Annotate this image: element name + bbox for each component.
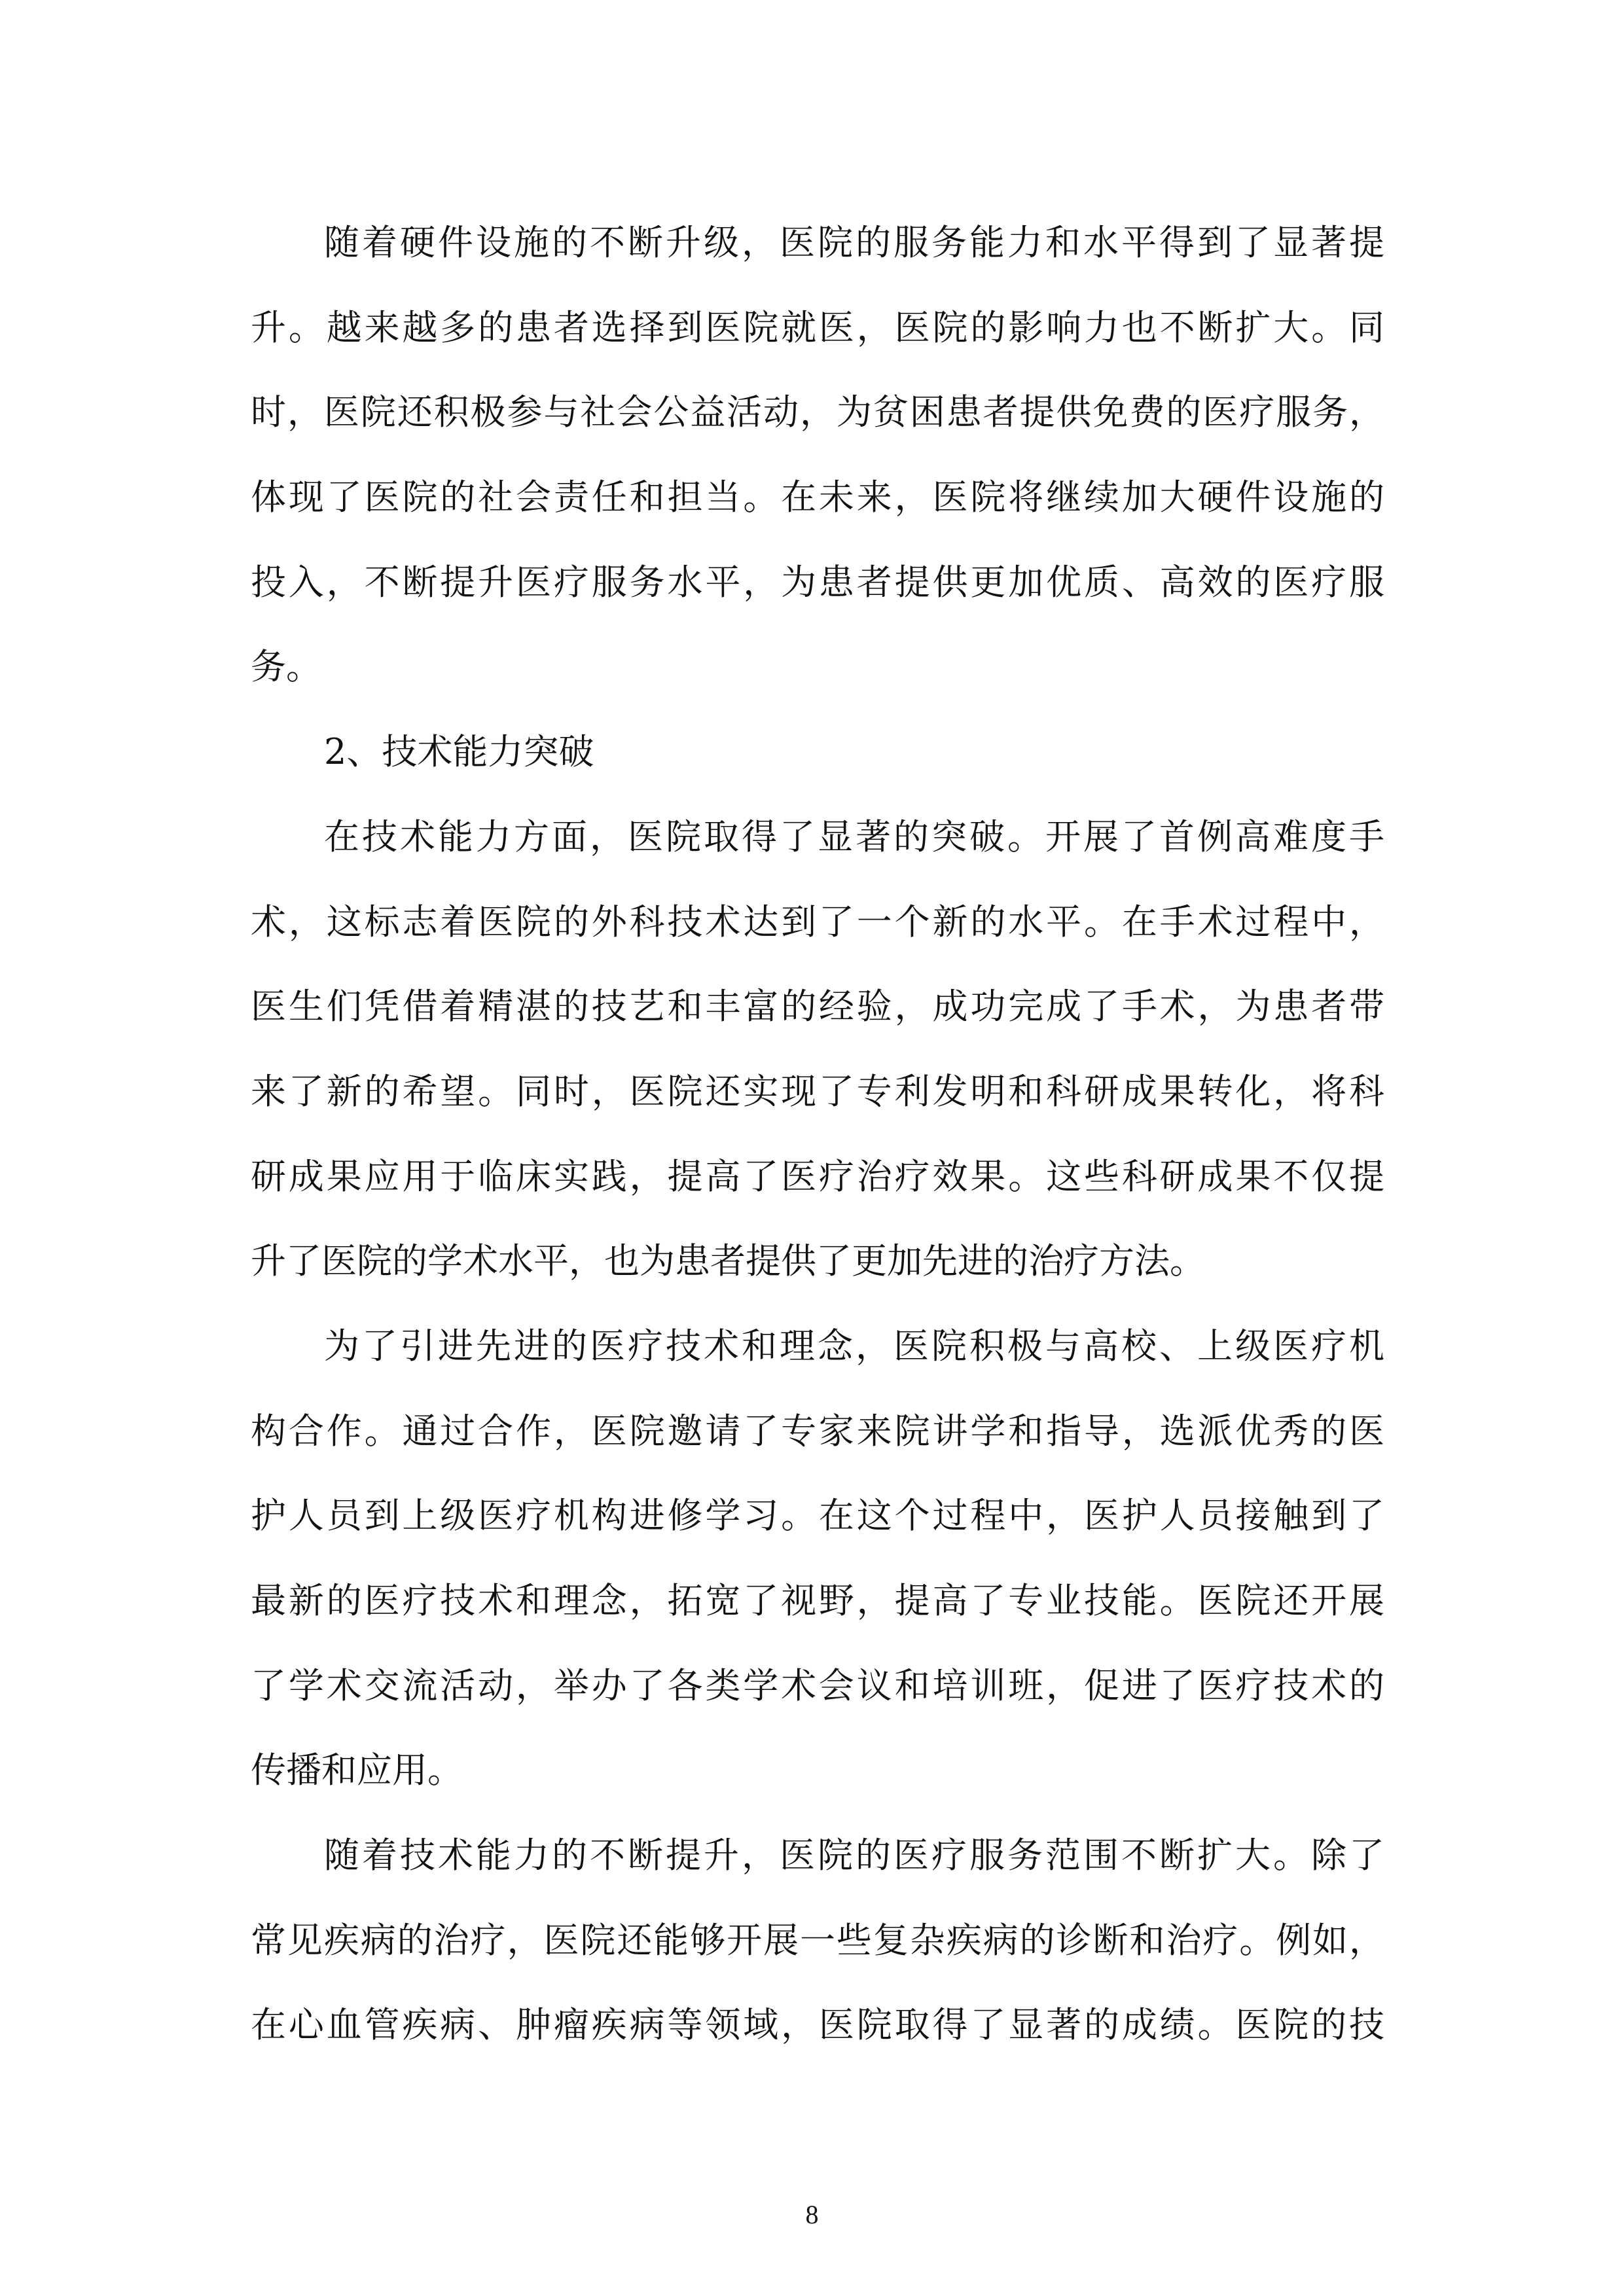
text-line: 务。 (251, 646, 321, 688)
text-line: 时，医院还积极参与社会公益活动，为贫困患者提供免费的医疗服务， (251, 391, 1384, 433)
paragraph (251, 795, 1384, 1304)
text-line: 来了新的希望。同时，医院还实现了专利发明和科研成果转化，将科 (251, 1070, 1384, 1112)
heading-text: 2、技术能力突破 (324, 731, 594, 773)
text-line: 升。越来越多的患者选择到医院就医，医院的影响力也不断扩大。同 (251, 306, 1384, 348)
page-number: 8 (805, 2200, 819, 2229)
text-line: 研成果应用于临床实践，提高了医疗治疗效果。这些科研成果不仅提 (251, 1155, 1384, 1197)
text-line: 护人员到上级医疗机构进修学习。在这个过程中，医护人员接触到了 (251, 1495, 1384, 1537)
text-line: 在技术能力方面，医院取得了显著的突破。开展了首例高难度手 (324, 816, 1384, 857)
text-line: 随着硬件设施的不断升级，医院的服务能力和水平得到了显著提 (324, 222, 1384, 263)
text-line: 术，这标志着医院的外科技术达到了一个新的水平。在手术过程中， (251, 901, 1384, 942)
paragraph (251, 1813, 1384, 2068)
text-line: 医生们凭借着精湛的技艺和丰富的经验，成功完成了手术，为患者带 (251, 986, 1384, 1028)
paragraph (251, 200, 1384, 709)
text-line: 随着技术能力的不断提升，医院的医疗服务范围不断扩大。除了 (324, 1835, 1384, 1876)
text-line: 体现了医院的社会责任和担当。在未来，医院将继续加大硬件设施的 (251, 476, 1384, 518)
text-line: 为了引进先进的医疗技术和理念，医院积极与高校、上级医疗机 (324, 1325, 1384, 1367)
section-heading (251, 709, 1384, 795)
text-line: 最新的医疗技术和理念，拓宽了视野，提高了专业技能。医院还开展 (251, 1580, 1384, 1621)
paragraph (251, 1304, 1384, 1813)
text-line: 传播和应用。 (251, 1749, 463, 1791)
text-line: 在心血管疾病、肿瘤疾病等领域，医院取得了显著的成绩。医院的技 (251, 2004, 1384, 2046)
text-line: 升了医院的学术水平，也为患者提供了更加先进的治疗方法。 (251, 1240, 1205, 1282)
text-line: 了学术交流活动，举办了各类学术会议和培训班，促进了医疗技术的 (251, 1664, 1384, 1706)
text-line: 常见疾病的治疗，医院还能够开展一些复杂疾病的诊断和治疗。例如， (251, 1919, 1384, 1961)
document-body (251, 200, 1384, 2068)
text-line: 构合作。通过合作，医院邀请了专家来院讲学和指导，选派优秀的医 (251, 1410, 1384, 1452)
text-line: 投入，不断提升医疗服务水平，为患者提供更加优质、高效的医疗服 (251, 561, 1384, 603)
